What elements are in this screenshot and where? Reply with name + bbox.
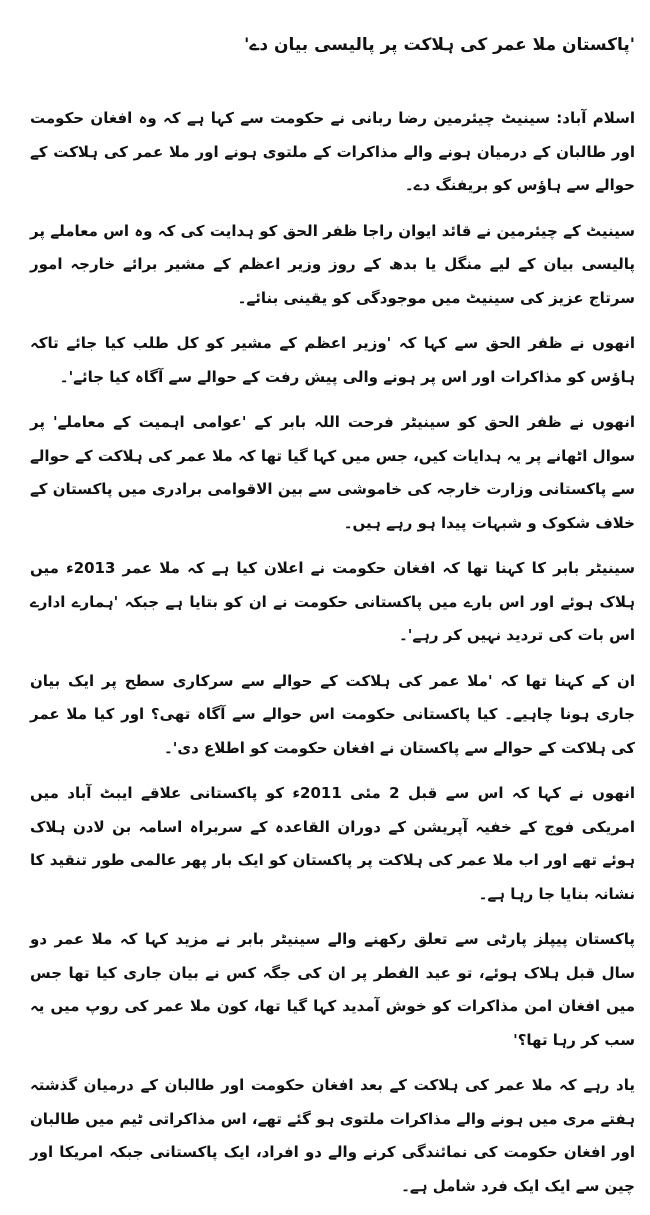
article-paragraph: انھوں نے ظفر الحق کو سینیٹر فرحت اللہ بابر کے 'عوامی اہمیت کے معاملے' پر سوال اٹھانے پر یہ ہدایات کیں، جس میں کہا گیا تھا کہ ملا عمر کی ہلاکت کے حوالے سے پاکستانی وزارت خارجہ کی خاموشی سے بین الاقوامی برادری میں پاکستان کے خلاف شکوک و شبہات پیدا ہو رہے ہیں۔ — [30, 413, 635, 532]
article-paragraph: سینیٹ کے چیئرمین نے قائد ایوان راجا ظفر الحق کو ہدایت کی کہ وہ اس معاملے پر پالیسی بیان کے لیے منگل یا بدھ کے روز وزیر اعظم کے مشیر برائے خارجہ امور سرتاج عزیز کی سینیٹ میں موجودگی کو یقینی بنائے۔ — [30, 221, 635, 307]
article-paragraph: اسلام آباد: سینیٹ چیئرمین رضا ربانی نے حکومت سے کہا ہے کہ وہ افغان حکومت اور طالبان کے درمیان ہونے والے مذاکرات کے ملتوی ہونے اور ملا عمر کی ہلاکت کے حوالے سے ہاؤس کو بریفنگ دے۔ — [30, 109, 635, 194]
article-paragraph: یاد رہے کہ ملا عمر کی ہلاکت کے بعد افغان حکومت اور طالبان کے درمیان گذشتہ ہفتے مری میں ہونے والے مذاکرات ملتوی ہو گئے تھے، اس مذاکراتی ٹیم میں طالبان اور افغان حکومت کی نمائندگی کرنے والے دو افراد، ایک پاکستانی جبکہ امریکا اور چین سے ایک ایک فرد شامل ہے۔ — [30, 1076, 635, 1195]
article — [30, 28, 635, 1215]
article-paragraph: پاکستان پیپلز پارٹی سے تعلق رکھنے والے سینیٹر بابر نے مزید کہا کہ ملا عمر دو سال قبل ہلاک ہوئے، تو عید الفطر پر ان کی جگہ کس نے بیان جاری کیا تھا جس میں افغان امن مذاکرات کو خوش آمدید کہا گیا تھا، کون ملا عمر کی روپ میں یہ سب کر رہا تھا؟' — [30, 930, 635, 1049]
article-paragraph: سینیٹر بابر کا کہنا تھا کہ افغان حکومت نے اعلان کیا ہے کہ ملا عمر 2013ء میں ہلاک ہوئے اور اس بارے میں پاکستانی حکومت نے ان کو بتایا ہے جبکہ 'ہمارے ادارے اس بات کی تردید نہیں کر رہے'۔ — [30, 559, 635, 644]
article-paragraph: انھوں نے کہا کہ اس سے قبل 2 مئی 2011ء کو پاکستانی علاقے ایبٹ آباد میں امریکی فوج کے خفیہ آپریشن کے دوران القاعدہ کے سربراہ اسامہ بن لادن ہلاک ہوئے تھے اور اب ملا عمر کی ہلاکت پر پاکستان کو ایک بار پھر عالمی طور تنقید کا نشانہ بنایا جا رہا ہے۔ — [30, 784, 636, 903]
article-paragraph: انھوں نے ظفر الحق سے کہا کہ 'وزیر اعظم کے مشیر کو کل طلب کیا جائے تاکہ ہاؤس کو مذاکرات اور اس پر ہونے والی پیش رفت کے حوالے سے آگاہ کیا جائے'۔ — [30, 334, 635, 386]
article-headline: 'پاکستان ملا عمر کی ہلاکت پر پالیسی بیان دے' — [244, 35, 635, 55]
article-paragraph: ان کے کہنا تھا کہ 'ملا عمر کی ہلاکت کے حوالے سے سرکاری سطح پر ایک بیان جاری ہونا چاہیے۔ کیا پاکستانی حکومت اس حوالے سے آگاہ تھی؟ اور کیا ملا عمر کی ہلاکت کے حوالے سے پاکستان نے افغان حکومت کو اطلاع دی'۔ — [30, 671, 635, 757]
